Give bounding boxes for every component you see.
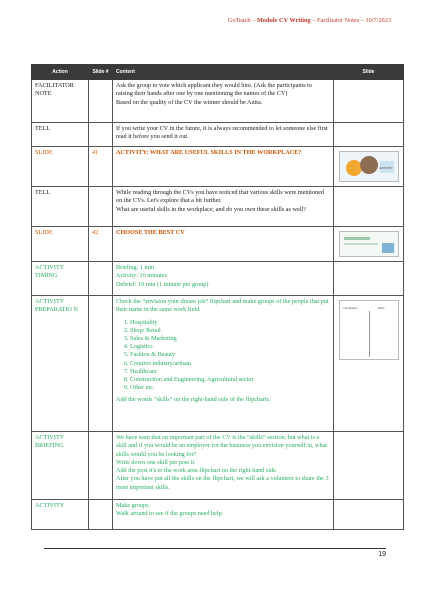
row-action: ACTIVITY TIMING	[32, 262, 89, 296]
row-slide-number: 41	[89, 147, 113, 187]
row-slide-number: 42	[89, 227, 113, 262]
row-content	[113, 227, 334, 262]
facilitator-table	[31, 64, 404, 530]
row-slide-preview	[334, 227, 404, 262]
list-item: 4. Logistics	[130, 343, 330, 351]
content-intro: Check the “envision your dream job” flipchart and make groups of the people that put their name in the same work field.	[116, 298, 329, 314]
list-item: 2. Shop/ Retail	[130, 327, 330, 335]
list-item: 7. Healthcare	[130, 368, 330, 376]
content-line: Add the post it's to the work area flipchart on the right-hand side.	[116, 467, 278, 475]
table-row	[32, 296, 404, 432]
list-item: 5. Fashion & Beauty	[130, 351, 330, 359]
content-line: While reading through the CVs you have noticed that various skills were mentioned on the CVs. Let's explore that a bit further.	[116, 189, 324, 205]
row-slide-preview	[334, 187, 404, 227]
list-item: 6. Creative industry/artisan	[130, 360, 330, 368]
content-line: What are useful skills in the workplace, and do you own these skills as well?	[116, 205, 306, 213]
row-slide-number	[89, 296, 113, 432]
row-action: ACTIVITY	[32, 500, 89, 530]
row-content	[113, 123, 334, 147]
row-action: ACTIVITY PREPARATIO N	[32, 296, 89, 432]
list-item: 1. Hospitality	[130, 319, 330, 327]
row-slide-preview	[334, 123, 404, 147]
row-slide-preview	[334, 80, 404, 123]
table-row	[32, 187, 404, 227]
content-line: Write down one skill per post it.	[116, 458, 196, 466]
row-content	[113, 80, 334, 123]
header-prefix: GoTeach –	[227, 17, 257, 24]
row-action: TELL	[32, 187, 89, 227]
column-header-content: Content	[113, 65, 334, 80]
row-action: FACILITATOR NOTE	[32, 80, 89, 123]
row-action: TELL	[32, 123, 89, 147]
table-row	[32, 262, 404, 296]
row-content	[113, 262, 334, 296]
row-action: SLIDE	[32, 147, 89, 187]
table-row	[32, 500, 404, 530]
row-action: SLIDE	[32, 227, 89, 262]
row-slide-preview	[334, 147, 404, 187]
header-module: Module CV Writing	[256, 17, 311, 24]
work-field-list	[116, 319, 330, 393]
row-slide-number	[89, 262, 113, 296]
table-row	[32, 227, 404, 262]
content-line: ACTIVITY: WHAT ARE USEFUL SKILLS IN THE WORKPLACE?	[116, 149, 302, 156]
table-row	[32, 147, 404, 187]
row-content	[113, 500, 334, 530]
content-line: Walk around to see if the groups need help.	[116, 510, 224, 518]
page-number: 19	[378, 551, 386, 558]
list-item: 8. Construction and Engineering, Agricultural sector	[130, 376, 330, 384]
row-slide-number	[89, 432, 113, 500]
list-item: 9. Other etc.	[130, 384, 330, 392]
content-outro: Add the words “skills” on the right-hand side of the flipcharts.	[116, 396, 271, 404]
footer-divider	[44, 548, 386, 549]
row-content	[113, 432, 334, 500]
content-line: CHOOSE THE BEST CV	[116, 229, 185, 236]
row-action: ACTIVITY BRIEFING	[32, 432, 89, 500]
row-slide-preview	[334, 500, 404, 530]
content-line: Activity: 10 minutes	[116, 272, 167, 280]
slide-41-thumbnail	[339, 151, 399, 182]
list-item: 3. Sales & Marketing	[130, 335, 330, 343]
row-content	[113, 187, 334, 227]
row-slide-preview	[334, 296, 404, 432]
thumbnail-label: Skills	[377, 306, 385, 310]
table-row	[32, 432, 404, 500]
table-row	[32, 80, 404, 123]
content-line: Based on the quality of the CV the winner should be Anita.	[116, 98, 263, 106]
thumbnail-label: ACTIVITY	[378, 166, 393, 170]
content-line: Make groups.	[116, 502, 151, 509]
table-row	[32, 123, 404, 147]
column-header-slide-number: Slide #	[89, 65, 113, 80]
row-slide-number	[89, 187, 113, 227]
row-slide-number	[89, 80, 113, 123]
row-content	[113, 296, 334, 432]
page-header	[228, 17, 391, 24]
content-line: Debrief: 10 min (1 minute per group)	[116, 280, 209, 288]
content-line: We have seen that an important part of the CV is the “skills” section, but what is a skill and if you would be an employer for the business you envision yourself in, what skills would you be looking for?	[116, 434, 328, 458]
content-line: Ask the group to vote which applicant they would hire. (Ask the participants to raising their hands after one by one mentioning the names of the CV)	[116, 82, 312, 98]
row-slide-number	[89, 123, 113, 147]
column-header-slide: Slide	[334, 65, 404, 80]
content-line: If you write your CV in the future, it is always recommended to let someone else first read it before you send it out.	[116, 125, 328, 141]
column-header-action: Action	[32, 65, 89, 80]
row-content	[113, 147, 334, 187]
content-line: After you have put all the skills on the flipchart, we will ask a volunteer to share the 3 most important skills.	[116, 475, 329, 491]
row-slide-preview	[334, 432, 404, 500]
thumbnail-label: Hospitality	[343, 306, 358, 310]
table-header-row	[32, 65, 404, 80]
header-suffix: – Facilitator Notes – 10/7/2023	[310, 17, 391, 24]
content-line: Briefing: 1 min	[116, 264, 155, 271]
row-slide-preview	[334, 262, 404, 296]
row-slide-number	[89, 500, 113, 530]
slide-42-thumbnail	[339, 231, 399, 257]
flipchart-thumbnail	[339, 300, 399, 360]
